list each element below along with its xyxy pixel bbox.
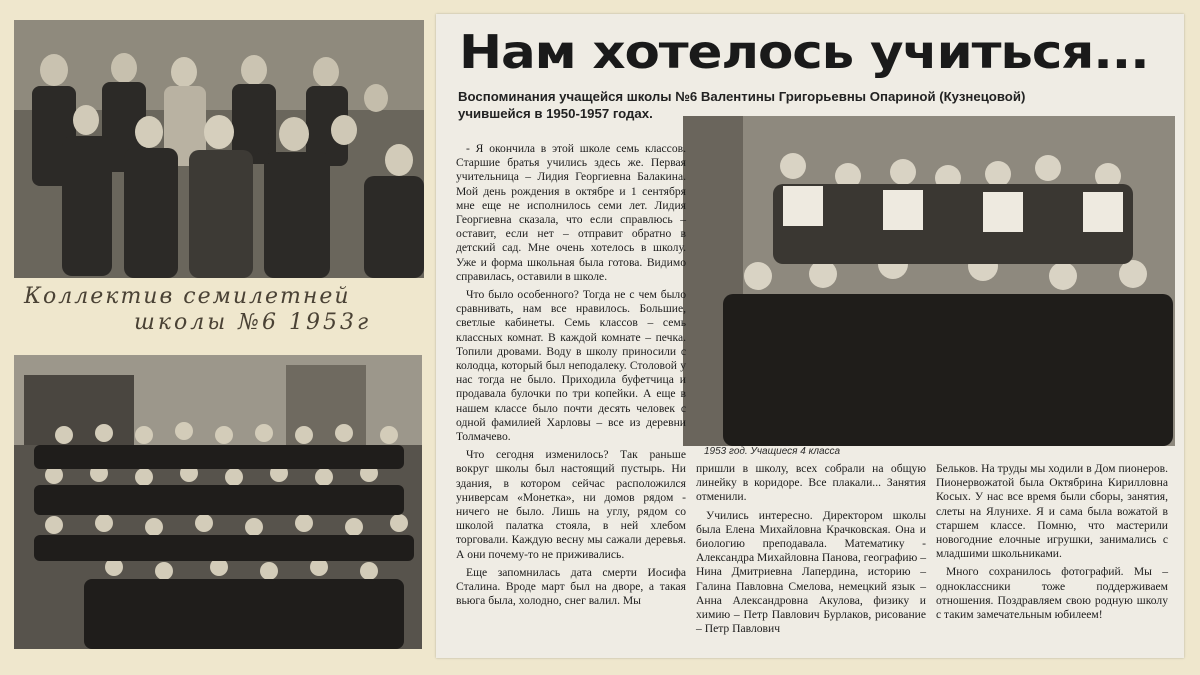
photo-caption: 1953 год. Учащиеся 4 класса <box>704 446 841 457</box>
staff-caption-line-2: школы №6 1953г <box>134 310 372 335</box>
paragraph: Бельков. На труды мы ходили в Дом пионеров. Пионервожатой была Октябрина Кирилловна Косых. У нас все время были сборы, занятия, слеты на Ялунихе. Я и сама была вожатой в старшем классе. Помню, что мастерили новогодние елочные игрушки, занимались с младшими школьниками. <box>936 462 1168 561</box>
staff-group-photo <box>14 20 424 278</box>
article-column-2 <box>696 462 926 640</box>
article-subheading: Воспоминания учащейся школы №6 Валентины Григорьевны Опариной (Кузнецовой) учившейся в 1950-1957 годах. <box>458 89 1026 121</box>
paragraph: Еще запомнилась дата смерти Иосифа Сталина. Вроде март был на дворе, а такая вьюга была, холодно, снег валил. Мы <box>456 565 686 608</box>
paragraph: Что было особенного? Тогда не с чем было сравнивать, нам все нравилось. Большие, светлые кабинеты. Семь классов – семь классных комнат. В каждой комнате – печка. Топили дровами. Воду в школу приносили с колодца, который был неподалеку. Столовой у нас тогда не было. Приходила буфетчица и продавала булочки по три копейки. А еще в нашем классе было почти десять человек с одной фамилией Харловы – все из деревни Толмачево. <box>456 288 686 444</box>
article-column-1 <box>456 142 686 613</box>
fourth-grade-photo <box>683 116 1175 446</box>
paragraph: - Я окончила в этой школе семь классов. Старшие братья учились здесь же. Первая учительница – Лидия Георгиевна Балакина. Мой день рождения в октябре и 1 сентября мне еще не исполнилось семи лет. Лидия Георгиевна сказала, что если справлюсь – оставит, если нет – отправит обратно в детский сад. Мне очень хотелось в школу. Уже и форма школьная была готова. Видимо справилась, оставили в школе. <box>456 142 686 283</box>
paragraph: Учились интересно. Директором школы была Елена Михайловна Крачковская. Она и биологию преподавала. Математику - Александра Михайловна Панова, географию – Нина Дмитриевна Лапердина, историю – Галина Павловна Смелова, немецкий язык – Анна Александровна Акулова, физику и химию – Петр Павлович Бурлаков, рисование – Петр Павлович <box>696 508 926 636</box>
paragraph: Что сегодня изменилось? Так раньше вокруг школы был настоящий пустырь. Ни здания, в котором сейчас расположился универсам «Монетка», ни домов рядом - ничего не было. Лишь на углу, рядом со школой палатка стояла, в ней хлебом торговали. Каждую весну мы сажали деревья. А они почему-то не приживались. <box>456 448 686 561</box>
article-headline: Нам хотелось учиться... <box>458 25 1149 79</box>
newspaper-clipping <box>436 14 1184 658</box>
class-group-photo <box>14 355 422 649</box>
paragraph: Много сохранилось фотографий. Мы – одноклассники тоже поддерживаем отношения. Поздравляем свою родную школу с таким замечательным юбилеем! <box>936 565 1168 622</box>
article-column-3 <box>936 462 1168 626</box>
staff-caption-line-1: Коллектив семилетней <box>24 284 351 309</box>
staff-photo-caption <box>14 278 424 334</box>
paragraph: пришли в школу, всех собрали на общую линейку в коридоре. Все плакали... Занятия отменили. <box>696 462 926 504</box>
